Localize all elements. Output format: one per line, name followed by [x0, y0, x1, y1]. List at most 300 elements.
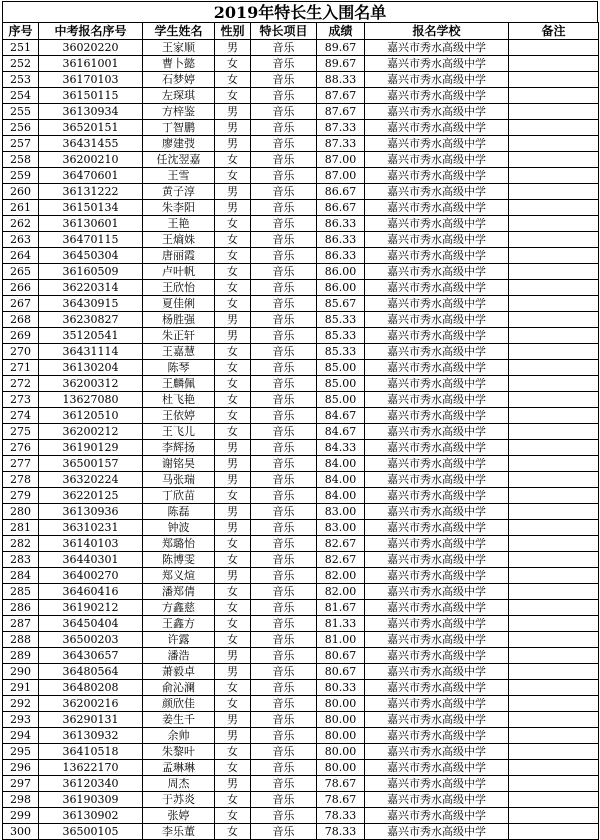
cell-seq: 276 — [3, 440, 39, 456]
cell-exam-id: 36120340 — [39, 776, 143, 792]
cell-school: 嘉兴市秀水高级中学 — [365, 40, 509, 56]
cell-seq: 284 — [3, 568, 39, 584]
cell-gender: 女 — [215, 344, 251, 360]
cell-seq: 272 — [3, 376, 39, 392]
cell-remarks — [509, 312, 599, 328]
cell-student-name: 朱李阳 — [143, 200, 215, 216]
cell-remarks — [509, 584, 599, 600]
cell-school: 嘉兴市秀水高级中学 — [365, 216, 509, 232]
cell-exam-id: 36130902 — [39, 808, 143, 824]
cell-gender: 男 — [215, 120, 251, 136]
cell-student-name: 王依婷 — [143, 408, 215, 424]
cell-gender: 男 — [215, 328, 251, 344]
cell-seq: 271 — [3, 360, 39, 376]
cell-score: 80.67 — [317, 648, 365, 664]
cell-score: 83.00 — [317, 520, 365, 536]
header-student-name: 学生姓名 — [143, 23, 215, 40]
cell-specialty: 音乐 — [251, 136, 317, 152]
cell-exam-id: 36130204 — [39, 360, 143, 376]
table-row — [3, 632, 599, 648]
cell-gender: 男 — [215, 40, 251, 56]
cell-exam-id: 36440301 — [39, 552, 143, 568]
cell-student-name: 潘郑倩 — [143, 584, 215, 600]
cell-score: 86.67 — [317, 200, 365, 216]
cell-student-name: 许露 — [143, 632, 215, 648]
cell-score: 85.00 — [317, 360, 365, 376]
table-row — [3, 296, 599, 312]
cell-specialty: 音乐 — [251, 696, 317, 712]
cell-score: 86.67 — [317, 184, 365, 200]
cell-specialty: 音乐 — [251, 40, 317, 56]
cell-student-name: 王欣怡 — [143, 280, 215, 296]
cell-school: 嘉兴市秀水高级中学 — [365, 360, 509, 376]
cell-student-name: 陈博雯 — [143, 552, 215, 568]
cell-remarks — [509, 504, 599, 520]
cell-exam-id: 36450404 — [39, 616, 143, 632]
cell-remarks — [509, 376, 599, 392]
cell-exam-id: 36431455 — [39, 136, 143, 152]
cell-exam-id: 36470115 — [39, 232, 143, 248]
cell-remarks — [509, 40, 599, 56]
cell-score: 81.67 — [317, 600, 365, 616]
sheet-title: 2019年特长生入围名单 — [2, 1, 598, 22]
cell-exam-id: 36020220 — [39, 40, 143, 56]
cell-student-name: 唐丽霞 — [143, 248, 215, 264]
cell-student-name: 张婷 — [143, 808, 215, 824]
cell-school: 嘉兴市秀水高级中学 — [365, 328, 509, 344]
cell-score: 80.00 — [317, 712, 365, 728]
cell-remarks — [509, 680, 599, 696]
table-body — [3, 40, 599, 840]
table-row — [3, 184, 599, 200]
table-row — [3, 456, 599, 472]
table-row — [3, 472, 599, 488]
cell-score: 78.67 — [317, 776, 365, 792]
table-row — [3, 584, 599, 600]
cell-remarks — [509, 808, 599, 824]
table-row — [3, 536, 599, 552]
cell-seq: 254 — [3, 88, 39, 104]
cell-seq: 270 — [3, 344, 39, 360]
cell-specialty: 音乐 — [251, 632, 317, 648]
cell-remarks — [509, 536, 599, 552]
cell-student-name: 石梦婷 — [143, 72, 215, 88]
table-row — [3, 248, 599, 264]
cell-specialty: 音乐 — [251, 392, 317, 408]
cell-school: 嘉兴市秀水高级中学 — [365, 312, 509, 328]
cell-score: 84.33 — [317, 440, 365, 456]
cell-seq: 279 — [3, 488, 39, 504]
cell-remarks — [509, 744, 599, 760]
cell-exam-id: 36500105 — [39, 824, 143, 840]
cell-specialty: 音乐 — [251, 184, 317, 200]
cell-exam-id: 36150134 — [39, 200, 143, 216]
cell-school: 嘉兴市秀水高级中学 — [365, 72, 509, 88]
cell-school: 嘉兴市秀水高级中学 — [365, 136, 509, 152]
cell-remarks — [509, 168, 599, 184]
cell-school: 嘉兴市秀水高级中学 — [365, 824, 509, 840]
cell-school: 嘉兴市秀水高级中学 — [365, 680, 509, 696]
cell-gender: 女 — [215, 552, 251, 568]
cell-exam-id: 36200210 — [39, 152, 143, 168]
cell-exam-id: 36190129 — [39, 440, 143, 456]
cell-gender: 女 — [215, 760, 251, 776]
table-row — [3, 712, 599, 728]
cell-school: 嘉兴市秀水高级中学 — [365, 808, 509, 824]
cell-score: 80.00 — [317, 728, 365, 744]
cell-specialty: 音乐 — [251, 168, 317, 184]
cell-remarks — [509, 264, 599, 280]
cell-school: 嘉兴市秀水高级中学 — [365, 520, 509, 536]
cell-gender: 女 — [215, 216, 251, 232]
cell-student-name: 朱黎叶 — [143, 744, 215, 760]
cell-exam-id: 36130934 — [39, 104, 143, 120]
cell-score: 83.00 — [317, 504, 365, 520]
cell-gender: 女 — [215, 808, 251, 824]
header-exam-id: 中考报名序号 — [39, 23, 143, 40]
cell-exam-id: 36460416 — [39, 584, 143, 600]
cell-gender: 女 — [215, 680, 251, 696]
cell-gender: 女 — [215, 248, 251, 264]
cell-remarks — [509, 344, 599, 360]
cell-remarks — [509, 440, 599, 456]
cell-specialty: 音乐 — [251, 552, 317, 568]
cell-student-name: 潘浩 — [143, 648, 215, 664]
cell-school: 嘉兴市秀水高级中学 — [365, 488, 509, 504]
cell-exam-id: 36200216 — [39, 696, 143, 712]
cell-score: 82.00 — [317, 568, 365, 584]
header-gender: 性别 — [215, 23, 251, 40]
cell-gender: 女 — [215, 72, 251, 88]
table-row — [3, 200, 599, 216]
cell-exam-id: 36160509 — [39, 264, 143, 280]
cell-gender: 男 — [215, 504, 251, 520]
cell-seq: 273 — [3, 392, 39, 408]
cell-student-name: 朱正轩 — [143, 328, 215, 344]
cell-seq: 290 — [3, 664, 39, 680]
cell-remarks — [509, 392, 599, 408]
cell-remarks — [509, 248, 599, 264]
cell-remarks — [509, 456, 599, 472]
cell-gender: 女 — [215, 632, 251, 648]
cell-student-name: 俞沁澜 — [143, 680, 215, 696]
table-row — [3, 408, 599, 424]
cell-specialty: 音乐 — [251, 520, 317, 536]
cell-student-name: 郑义煊 — [143, 568, 215, 584]
cell-exam-id: 36161001 — [39, 56, 143, 72]
cell-specialty: 音乐 — [251, 664, 317, 680]
cell-exam-id: 36131222 — [39, 184, 143, 200]
cell-gender: 女 — [215, 168, 251, 184]
cell-specialty: 音乐 — [251, 104, 317, 120]
cell-score: 85.33 — [317, 344, 365, 360]
cell-exam-id: 35120541 — [39, 328, 143, 344]
cell-remarks — [509, 280, 599, 296]
cell-exam-id: 36170103 — [39, 72, 143, 88]
cell-school: 嘉兴市秀水高级中学 — [365, 88, 509, 104]
cell-gender: 女 — [215, 264, 251, 280]
cell-remarks — [509, 824, 599, 840]
cell-seq: 296 — [3, 760, 39, 776]
cell-score: 86.00 — [317, 280, 365, 296]
cell-score: 84.00 — [317, 488, 365, 504]
table-row — [3, 360, 599, 376]
cell-score: 87.67 — [317, 88, 365, 104]
cell-school: 嘉兴市秀水高级中学 — [365, 760, 509, 776]
header-row — [3, 23, 599, 40]
cell-exam-id: 36120510 — [39, 408, 143, 424]
cell-student-name: 颜欣佳 — [143, 696, 215, 712]
cell-seq: 289 — [3, 648, 39, 664]
cell-student-name: 黄子淳 — [143, 184, 215, 200]
cell-score: 84.67 — [317, 408, 365, 424]
cell-student-name: 李乐董 — [143, 824, 215, 840]
cell-specialty: 音乐 — [251, 776, 317, 792]
cell-student-name: 萧毅卓 — [143, 664, 215, 680]
cell-seq: 267 — [3, 296, 39, 312]
cell-specialty: 音乐 — [251, 744, 317, 760]
cell-score: 80.00 — [317, 760, 365, 776]
cell-remarks — [509, 216, 599, 232]
table-row — [3, 72, 599, 88]
spreadsheet — [2, 1, 598, 840]
cell-school: 嘉兴市秀水高级中学 — [365, 504, 509, 520]
cell-exam-id: 36310231 — [39, 520, 143, 536]
cell-remarks — [509, 696, 599, 712]
cell-exam-id: 13627080 — [39, 392, 143, 408]
cell-specialty: 音乐 — [251, 248, 317, 264]
cell-gender: 男 — [215, 728, 251, 744]
cell-score: 87.67 — [317, 104, 365, 120]
table-row — [3, 600, 599, 616]
cell-school: 嘉兴市秀水高级中学 — [365, 632, 509, 648]
cell-gender: 男 — [215, 472, 251, 488]
cell-student-name: 陈磊 — [143, 504, 215, 520]
cell-seq: 300 — [3, 824, 39, 840]
cell-exam-id: 36200312 — [39, 376, 143, 392]
cell-score: 89.67 — [317, 40, 365, 56]
cell-gender: 男 — [215, 184, 251, 200]
cell-gender: 女 — [215, 232, 251, 248]
cell-seq: 295 — [3, 744, 39, 760]
cell-gender: 女 — [215, 744, 251, 760]
cell-seq: 257 — [3, 136, 39, 152]
cell-remarks — [509, 664, 599, 680]
cell-seq: 263 — [3, 232, 39, 248]
cell-seq: 277 — [3, 456, 39, 472]
cell-specialty: 音乐 — [251, 376, 317, 392]
table-row — [3, 136, 599, 152]
cell-student-name: 马张瑞 — [143, 472, 215, 488]
cell-seq: 281 — [3, 520, 39, 536]
table-row — [3, 88, 599, 104]
table-row — [3, 792, 599, 808]
cell-student-name: 姜生千 — [143, 712, 215, 728]
cell-school: 嘉兴市秀水高级中学 — [365, 536, 509, 552]
cell-exam-id: 36320224 — [39, 472, 143, 488]
cell-student-name: 王熵姝 — [143, 232, 215, 248]
cell-school: 嘉兴市秀水高级中学 — [365, 392, 509, 408]
cell-score: 82.00 — [317, 584, 365, 600]
cell-specialty: 音乐 — [251, 456, 317, 472]
table-row — [3, 648, 599, 664]
cell-school: 嘉兴市秀水高级中学 — [365, 776, 509, 792]
cell-specialty: 音乐 — [251, 824, 317, 840]
cell-seq: 252 — [3, 56, 39, 72]
cell-exam-id: 36480208 — [39, 680, 143, 696]
table-row — [3, 312, 599, 328]
cell-exam-id: 36190309 — [39, 792, 143, 808]
table-row — [3, 728, 599, 744]
cell-remarks — [509, 616, 599, 632]
cell-school: 嘉兴市秀水高级中学 — [365, 264, 509, 280]
cell-school: 嘉兴市秀水高级中学 — [365, 440, 509, 456]
cell-school: 嘉兴市秀水高级中学 — [365, 296, 509, 312]
cell-seq: 288 — [3, 632, 39, 648]
cell-score: 78.33 — [317, 824, 365, 840]
cell-gender: 女 — [215, 360, 251, 376]
table-row — [3, 520, 599, 536]
cell-score: 85.00 — [317, 392, 365, 408]
cell-school: 嘉兴市秀水高级中学 — [365, 152, 509, 168]
cell-student-name: 王雪 — [143, 168, 215, 184]
cell-seq: 265 — [3, 264, 39, 280]
cell-specialty: 音乐 — [251, 88, 317, 104]
candidate-table — [2, 22, 599, 840]
cell-score: 87.00 — [317, 168, 365, 184]
cell-exam-id: 36140103 — [39, 536, 143, 552]
cell-school: 嘉兴市秀水高级中学 — [365, 424, 509, 440]
table-row — [3, 552, 599, 568]
cell-school: 嘉兴市秀水高级中学 — [365, 568, 509, 584]
cell-score: 86.33 — [317, 232, 365, 248]
cell-specialty: 音乐 — [251, 232, 317, 248]
cell-score: 78.67 — [317, 792, 365, 808]
cell-gender: 女 — [215, 392, 251, 408]
cell-remarks — [509, 760, 599, 776]
table-row — [3, 40, 599, 56]
cell-remarks — [509, 648, 599, 664]
table-row — [3, 664, 599, 680]
table-row — [3, 232, 599, 248]
cell-gender: 女 — [215, 584, 251, 600]
cell-gender: 女 — [215, 88, 251, 104]
cell-seq: 260 — [3, 184, 39, 200]
cell-score: 84.67 — [317, 424, 365, 440]
cell-remarks — [509, 152, 599, 168]
cell-specialty: 音乐 — [251, 600, 317, 616]
cell-seq: 278 — [3, 472, 39, 488]
cell-school: 嘉兴市秀水高级中学 — [365, 376, 509, 392]
table-row — [3, 808, 599, 824]
cell-specialty: 音乐 — [251, 504, 317, 520]
cell-score: 89.67 — [317, 56, 365, 72]
cell-specialty: 音乐 — [251, 680, 317, 696]
cell-exam-id: 36400270 — [39, 568, 143, 584]
cell-exam-id: 13622170 — [39, 760, 143, 776]
cell-student-name: 谢铭昊 — [143, 456, 215, 472]
cell-score: 85.00 — [317, 376, 365, 392]
cell-gender: 女 — [215, 488, 251, 504]
cell-specialty: 音乐 — [251, 312, 317, 328]
cell-score: 81.00 — [317, 632, 365, 648]
cell-remarks — [509, 88, 599, 104]
table-row — [3, 776, 599, 792]
table-row — [3, 760, 599, 776]
table-row — [3, 424, 599, 440]
cell-exam-id: 36200212 — [39, 424, 143, 440]
cell-score: 80.00 — [317, 696, 365, 712]
cell-student-name: 王嘉慧 — [143, 344, 215, 360]
cell-gender: 男 — [215, 664, 251, 680]
cell-specialty: 音乐 — [251, 200, 317, 216]
cell-score: 87.33 — [317, 136, 365, 152]
cell-specialty: 音乐 — [251, 488, 317, 504]
cell-school: 嘉兴市秀水高级中学 — [365, 600, 509, 616]
cell-score: 80.33 — [317, 680, 365, 696]
cell-gender: 男 — [215, 312, 251, 328]
cell-seq: 258 — [3, 152, 39, 168]
cell-gender: 男 — [215, 712, 251, 728]
cell-seq: 291 — [3, 680, 39, 696]
cell-score: 87.00 — [317, 152, 365, 168]
cell-exam-id: 36220314 — [39, 280, 143, 296]
cell-score: 84.00 — [317, 472, 365, 488]
cell-remarks — [509, 296, 599, 312]
table-row — [3, 376, 599, 392]
cell-gender: 男 — [215, 456, 251, 472]
cell-seq: 261 — [3, 200, 39, 216]
cell-gender: 女 — [215, 56, 251, 72]
cell-exam-id: 36190212 — [39, 600, 143, 616]
cell-remarks — [509, 184, 599, 200]
cell-student-name: 王鑫方 — [143, 616, 215, 632]
cell-gender: 女 — [215, 696, 251, 712]
cell-seq: 297 — [3, 776, 39, 792]
cell-specialty: 音乐 — [251, 408, 317, 424]
cell-gender: 女 — [215, 824, 251, 840]
cell-remarks — [509, 408, 599, 424]
cell-school: 嘉兴市秀水高级中学 — [365, 344, 509, 360]
cell-exam-id: 36500157 — [39, 456, 143, 472]
cell-student-name: 余帅 — [143, 728, 215, 744]
cell-gender: 女 — [215, 536, 251, 552]
cell-seq: 286 — [3, 600, 39, 616]
cell-exam-id: 36480564 — [39, 664, 143, 680]
cell-student-name: 郑璐怡 — [143, 536, 215, 552]
cell-school: 嘉兴市秀水高级中学 — [365, 120, 509, 136]
cell-specialty: 音乐 — [251, 360, 317, 376]
cell-score: 84.00 — [317, 456, 365, 472]
cell-score: 81.33 — [317, 616, 365, 632]
cell-exam-id: 36470601 — [39, 168, 143, 184]
cell-student-name: 钟波 — [143, 520, 215, 536]
cell-remarks — [509, 328, 599, 344]
cell-school: 嘉兴市秀水高级中学 — [365, 184, 509, 200]
cell-specialty: 音乐 — [251, 472, 317, 488]
cell-gender: 女 — [215, 792, 251, 808]
cell-seq: 285 — [3, 584, 39, 600]
cell-exam-id: 36430657 — [39, 648, 143, 664]
cell-remarks — [509, 56, 599, 72]
cell-school: 嘉兴市秀水高级中学 — [365, 104, 509, 120]
cell-seq: 251 — [3, 40, 39, 56]
cell-specialty: 音乐 — [251, 328, 317, 344]
cell-remarks — [509, 520, 599, 536]
cell-seq: 255 — [3, 104, 39, 120]
cell-student-name: 杜飞艳 — [143, 392, 215, 408]
cell-school: 嘉兴市秀水高级中学 — [365, 648, 509, 664]
